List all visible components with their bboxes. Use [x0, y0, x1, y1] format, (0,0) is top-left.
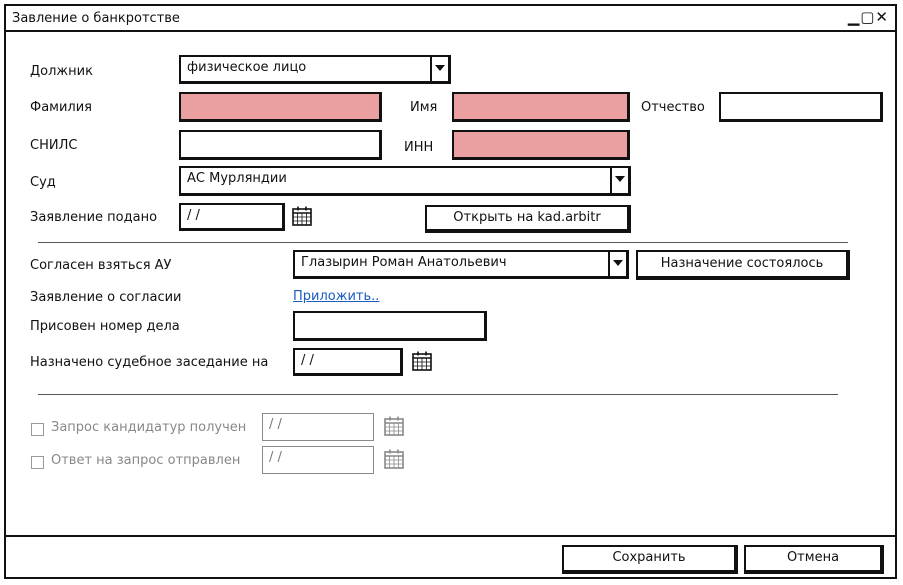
candidates-checkbox[interactable] [31, 423, 44, 436]
calendar-icon[interactable] [383, 448, 405, 470]
last-name-label: Фамилия [30, 100, 92, 115]
section-divider [38, 394, 838, 395]
appointment-done-button[interactable]: Назначение состоялось [636, 250, 850, 280]
response-date-input[interactable] [262, 446, 374, 474]
attach-consent-link[interactable]: Приложить.. [293, 289, 380, 304]
first-name-input[interactable] [452, 92, 630, 122]
snils-label: СНИЛС [30, 138, 78, 153]
minimize-icon[interactable]: ▁ [847, 8, 861, 26]
open-kad-arbitr-button[interactable]: Открыть на kad.arbitr [425, 205, 631, 233]
court-label: Суд [30, 175, 56, 190]
candidates-date-value: / / [269, 417, 282, 432]
case-number-label: Присовен номер дела [30, 319, 180, 334]
dropdown-arrow-icon[interactable] [610, 168, 628, 193]
filed-date-value: / / [187, 208, 200, 223]
debtor-select[interactable] [179, 55, 451, 84]
patronymic-input[interactable] [719, 92, 883, 122]
agreed-au-select[interactable] [293, 250, 629, 279]
snils-input[interactable] [179, 130, 382, 160]
calendar-icon[interactable] [291, 205, 313, 227]
debtor-value: физическое лицо [187, 60, 307, 75]
maximize-icon[interactable]: ▢ [860, 8, 876, 26]
case-number-input[interactable] [293, 311, 487, 341]
first-name-label: Имя [410, 100, 438, 115]
cancel-button[interactable]: Отмена [744, 545, 884, 574]
save-button[interactable]: Сохранить [562, 545, 738, 574]
hearing-date-input[interactable] [293, 348, 403, 376]
close-icon[interactable]: ✕ [875, 8, 889, 26]
court-select[interactable] [179, 166, 631, 196]
inn-label: ИНН [404, 140, 434, 155]
last-name-input[interactable] [179, 92, 382, 122]
response-date-value: / / [269, 450, 282, 465]
window-title: Завление о банкротстве [12, 11, 180, 26]
patronymic-label: Отчество [641, 100, 705, 115]
dropdown-arrow-icon[interactable] [608, 252, 626, 276]
inn-input[interactable] [452, 130, 630, 160]
dropdown-arrow-icon[interactable] [430, 57, 448, 81]
hearing-label: Назначено судебное заседание на [30, 355, 269, 370]
section-divider [38, 242, 848, 243]
response-checkbox[interactable] [31, 456, 44, 469]
agreed-au-value: Глазырин Роман Анатольевич [301, 255, 507, 270]
consent-label: Заявление о согласии [30, 290, 182, 305]
candidates-label: Запрос кандидатур получен [51, 420, 247, 435]
hearing-date-value: / / [301, 353, 314, 368]
calendar-icon[interactable] [411, 350, 433, 372]
candidates-date-input[interactable] [262, 413, 374, 441]
court-value: АС Мурляндии [187, 171, 287, 186]
response-label: Ответ на запрос отправлен [51, 453, 241, 468]
debtor-label: Должник [30, 64, 93, 79]
agreed-au-label: Согласен взяться АУ [30, 258, 172, 273]
filed-label: Заявление подано [30, 210, 158, 225]
window-controls[interactable] [848, 8, 889, 26]
filed-date-input[interactable] [179, 203, 285, 231]
footer-divider [6, 535, 895, 537]
calendar-icon[interactable] [383, 415, 405, 437]
title-bar [6, 6, 895, 32]
